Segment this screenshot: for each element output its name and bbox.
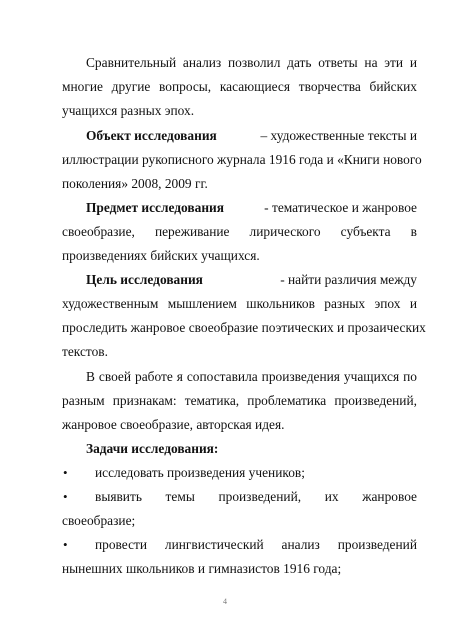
goal-text-start: - найти различия между (280, 272, 417, 287)
object-line-2: иллюстрации рукописного журнала 1916 года и «Книги нового (62, 152, 422, 167)
task-item-3-line-2: нынешних школьников и гимназистов 1916 года; (62, 561, 342, 576)
task-item-2-line-1: выявить темы произведений, их жанровое (95, 489, 417, 504)
subject-line-1 (86, 200, 417, 216)
paragraph-intro-line-3: учащихся разных эпох. (62, 103, 195, 118)
object-label: Объект исследования (86, 128, 217, 143)
paragraph-comparison-line-2: разным признакам: тематика, проблематика произведений, (62, 393, 417, 408)
goal-line-2: художественным мышлением школьников разных эпох и (62, 296, 417, 311)
bullet-icon: • (63, 537, 68, 552)
bullet-icon: • (63, 465, 68, 480)
goal-line-1 (86, 272, 417, 288)
tasks-heading: Задачи исследования: (86, 441, 219, 456)
object-line-1 (86, 128, 417, 144)
subject-label: Предмет исследования (86, 200, 225, 215)
bullet-icon: • (63, 489, 68, 504)
task-item-3-line-1: провести лингвистический анализ произведений (95, 537, 417, 552)
object-line-3: поколения» 2008, 2009 гг. (62, 176, 208, 191)
goal-line-3: проследить жанровое своеобразие поэтических и прозаических (62, 320, 426, 335)
paragraph-comparison-line-3: жанровое своеобразие, авторская идея. (62, 417, 285, 432)
subject-line-2: своеобразие, переживание лирического субъекта в (62, 224, 417, 239)
object-text-start: – художественные тексты и (260, 128, 417, 143)
task-item-1: исследовать произведения учеников; (95, 465, 305, 480)
paragraph-comparison-line-1: В своей работе я сопоставила произведения учащихся по (86, 369, 417, 384)
paragraph-intro-line-2: многие другие вопросы, касающиеся творчества бийских (62, 79, 417, 94)
page-number: 4 (223, 597, 227, 606)
subject-text-start: - тематическое и жанровое (264, 200, 417, 215)
goal-label: Цель исследования (86, 272, 203, 287)
goal-line-4: текстов. (62, 344, 108, 359)
paragraph-intro-line-1: Сравнительный анализ позволил дать ответы на эти и (86, 55, 417, 70)
task-item-2-line-2: своеобразие; (62, 513, 136, 528)
subject-line-3: произведениях бийских учащихся. (62, 248, 260, 263)
